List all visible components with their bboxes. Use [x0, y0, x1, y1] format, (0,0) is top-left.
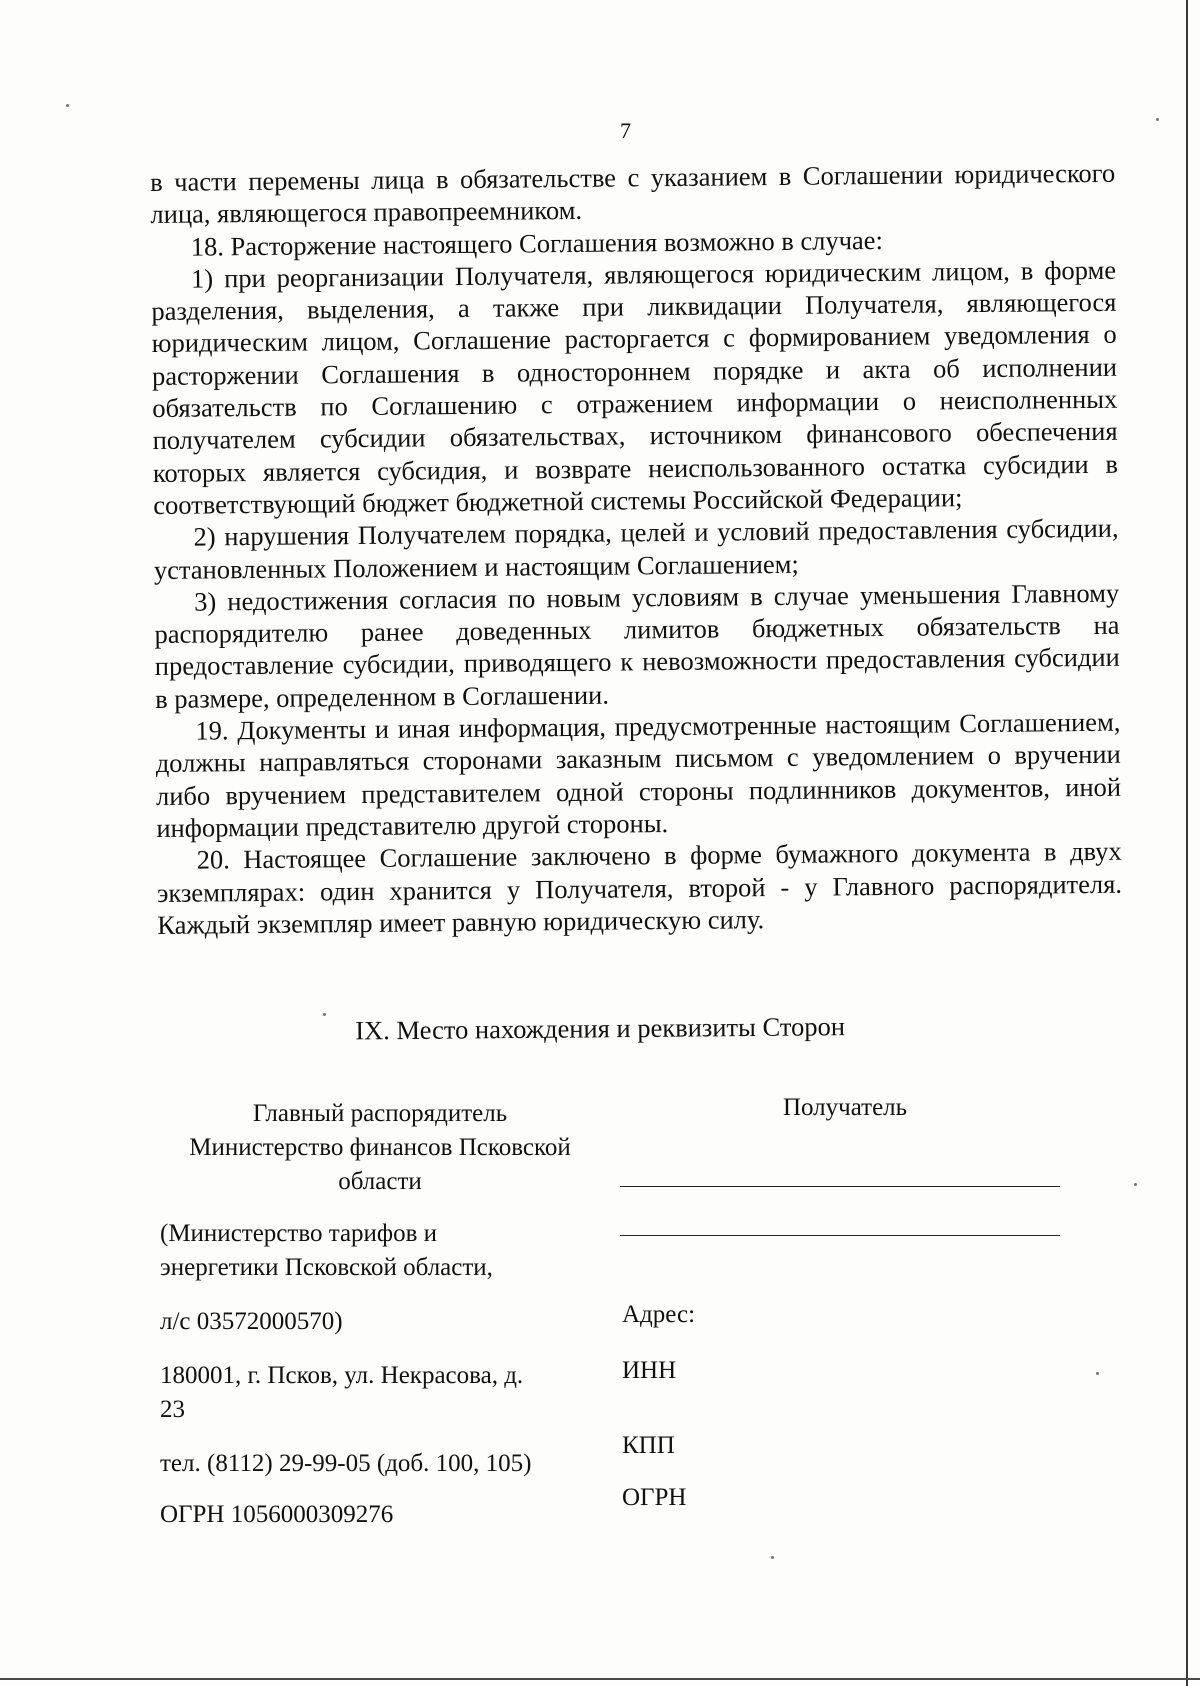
left-party-block [160, 1097, 600, 1532]
left-party-sub-line-1: (Министерство тарифов и [160, 1220, 438, 1247]
page-edge-right [1186, 0, 1188, 1686]
left-party-address-line-2: 23 [160, 1396, 185, 1423]
paragraph-19: 19. Документы и иная информация, предусмотренные настоящим Соглашением, должны направляться сторонами заказным письмом с уведомлением о вручении либо вручением представителем одной стороны подлинников документов, иной информации представителю другой стороны. [155, 706, 1122, 843]
paragraph-18-item-2: 2) нарушения Получателем порядка, целей и условий предоставления субсидии, установленных Положением и настоящим Соглашением; [153, 512, 1119, 585]
right-party-ogrn-label: ОГРН [622, 1484, 687, 1511]
right-party-inn-label: ИНН [622, 1357, 677, 1384]
signature-line-1 [620, 1186, 1060, 1187]
page-edge-bottom [0, 1678, 1200, 1680]
right-party-address-label: Адрес: [622, 1301, 696, 1328]
paragraph-18-item-3: 3) недостижения согласия по новым условиям в случае уменьшения Главному распорядителю ранее доведенных лимитов бюджетных обязательств на предоставление субсидии, приводящего к невозможности предоставления субсидии в размере, определенном в Соглашении. [154, 577, 1120, 714]
scan-speck [66, 104, 69, 107]
paragraph-18-item-1: 1) при реорганизации Получателя, являющегося юридическим лицом, в форме разделения, выделения, а также при ликвидации Получателя, являющегося юридическим лицом, Соглашение расторгается с формированием уведомления о расторжении Соглашения в одностороннем порядке и акта об исполнении обязательств по Соглашению с отражением информации о неисполненных получателем субсидии обязательствах, источником финансового обеспечения которых является субсидия, и возврате неиспользованного остатка субсидии в соответствующий бюджет бюджетной системы Российской Федерации; [151, 254, 1119, 520]
paragraph-continuation: в части перемены лица в обязательстве с указанием в Соглашении юридического лица, являющегося правопреемником. [150, 157, 1116, 230]
paragraph-20: 20. Настоящее Соглашение заключено в форме бумажного документа в двух экземплярах: один хранится у Получателя, второй - у Главного распорядителя. Каждый экземпляр имеет равную юридическую силу. [156, 835, 1123, 940]
left-party-name-line-1: Министерство финансов Псковской [189, 1134, 571, 1161]
left-party-address-line-1: 180001, г. Псков, ул. Некрасова, д. [160, 1362, 524, 1389]
scan-speck [771, 1556, 774, 1559]
left-party-name-line-2: области [338, 1168, 422, 1195]
paragraph-18: 18. Расторжение настоящего Соглашения возможно в случае: [190, 224, 883, 262]
left-party-ogrn: ОГРН 1056000309276 [160, 1501, 394, 1528]
left-party-account: л/с 03572000570) [160, 1308, 343, 1335]
right-party-title: Получатель [782, 1094, 908, 1121]
scan-speck [1156, 118, 1159, 121]
left-party-title: Главный распорядитель [252, 1100, 508, 1127]
right-party-kpp-label: КПП [622, 1432, 675, 1459]
scan-speck [1134, 1183, 1137, 1186]
agreement-body [150, 157, 1122, 941]
section-title: IX. Место нахождения и реквизиты Сторон [355, 1011, 846, 1046]
page-number: 7 [620, 118, 631, 143]
left-party-sub-line-2: энергетики Псковской области, [160, 1254, 493, 1281]
left-party-phone: тел. (8112) 29-99-05 (доб. 100, 105) [160, 1450, 532, 1477]
signature-line-2 [620, 1235, 1060, 1236]
scan-speck [1096, 1372, 1099, 1375]
